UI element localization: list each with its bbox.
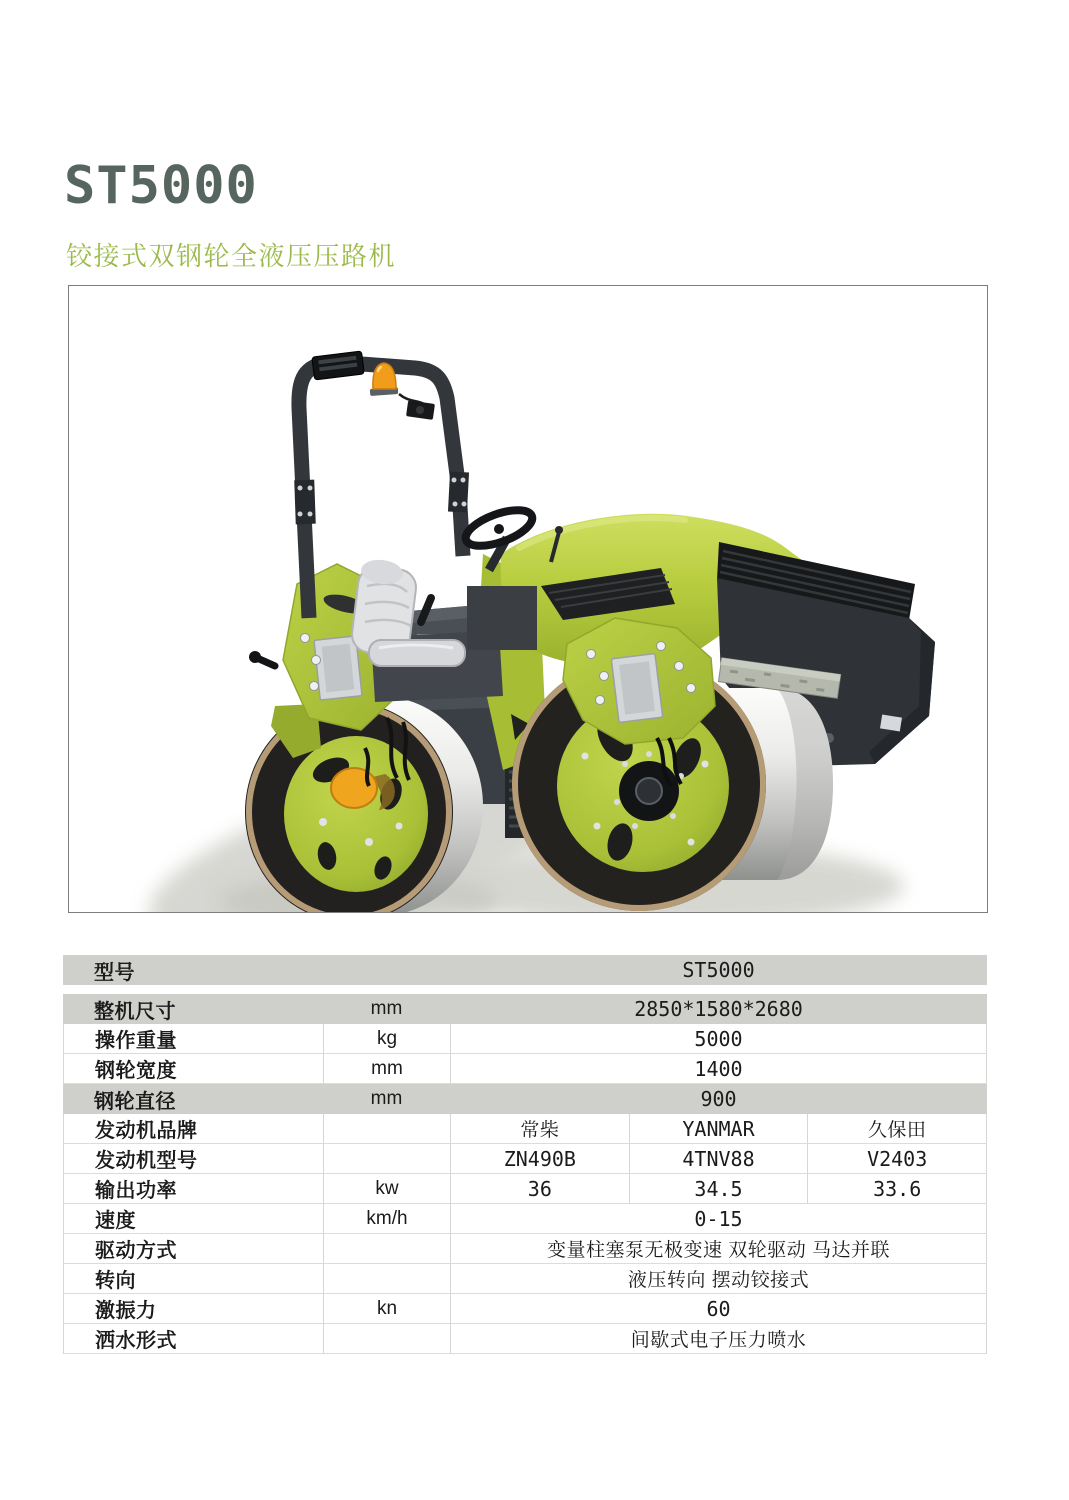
spec-unit-cell: mm: [370, 1088, 403, 1109]
spec-value-cell: 液压转向 摆动铰接式: [627, 1270, 810, 1291]
spec-values: [451, 1114, 986, 1143]
spec-unit-cell: [324, 1324, 451, 1353]
spec-value-cell: V2403: [807, 1144, 986, 1173]
page-title: ST5000: [64, 156, 258, 216]
spec-values: [451, 1294, 986, 1323]
spec-value-cell: 常柴: [520, 1120, 560, 1141]
spec-row: [63, 1174, 987, 1204]
spec-value-cell: 变量柱塞泵无极变速 双轮驱动 马达并联: [546, 1240, 891, 1261]
spec-row: [63, 1234, 987, 1264]
spec-values: [451, 1054, 986, 1083]
table-gap: [63, 985, 987, 994]
spec-label-cell: 速度: [64, 1204, 324, 1233]
spec-label-cell: 输出功率: [64, 1174, 324, 1203]
spec-row: [63, 1024, 987, 1054]
spec-unit-cell: [324, 1234, 451, 1263]
spec-values: [451, 1144, 986, 1173]
spec-row: [63, 1294, 987, 1324]
spec-value-cell: 33.6: [807, 1174, 986, 1203]
spec-unit-cell: kg: [324, 1024, 451, 1053]
spec-label-cell: 发动机品牌: [64, 1114, 324, 1143]
spec-unit-cell: [323, 955, 450, 985]
spec-values: [450, 994, 987, 1024]
spec-value-cell: 60: [706, 1296, 731, 1321]
spec-label-cell: 操作重量: [64, 1024, 324, 1053]
spec-value-cell: YANMAR: [629, 1114, 808, 1143]
spec-label-cell: 激振力: [64, 1294, 324, 1323]
spec-unit-cell: [324, 1264, 451, 1293]
spec-label-cell: 驱动方式: [64, 1234, 324, 1263]
spec-row: [63, 955, 987, 985]
spec-table: [63, 955, 987, 1354]
spec-row: [63, 1084, 987, 1114]
work-light-icon: [312, 351, 364, 380]
spec-value-cell: ZN490B: [503, 1146, 576, 1171]
spec-row: [63, 1324, 987, 1354]
spec-row: [63, 1264, 987, 1294]
spec-unit-cell: [324, 1144, 451, 1173]
spec-values: [451, 1174, 986, 1203]
spec-value-cell: 1400: [694, 1056, 743, 1081]
roller-product-photo: [69, 286, 987, 912]
spec-unit-cell: km/h: [324, 1204, 451, 1233]
spec-row: [63, 994, 987, 1024]
spec-value-cell: 900: [700, 1087, 737, 1111]
spec-label-cell: 发动机型号: [64, 1144, 324, 1173]
spec-unit-cell: [324, 1114, 451, 1143]
spec-values: [451, 1264, 986, 1293]
rear-light-icon: [406, 400, 435, 420]
spec-value-cell: 5000: [694, 1026, 743, 1051]
spec-row: [63, 1204, 987, 1234]
spec-label-cell: 整机尺寸: [94, 1000, 176, 1023]
spec-unit-cell: mm: [370, 998, 403, 1019]
spec-value-cell: 4TNV88: [629, 1144, 808, 1173]
spec-label-cell: 钢轮直径: [94, 1090, 176, 1113]
spec-values: [451, 1324, 986, 1353]
spec-row: [63, 1054, 987, 1084]
spec-values: [451, 1234, 986, 1263]
spec-values: [451, 1204, 986, 1233]
spec-value-cell: 2850*1580*2680: [634, 997, 803, 1021]
spec-value-cell: 36: [527, 1176, 552, 1201]
spec-value-cell: 0-15: [694, 1206, 743, 1231]
spec-label-cell: 转向: [64, 1264, 324, 1293]
spec-unit-cell: kn: [324, 1294, 451, 1323]
spec-values: [451, 1024, 986, 1053]
spec-row: [63, 1144, 987, 1174]
spec-unit-cell: kw: [324, 1174, 451, 1203]
spec-values: [450, 1084, 987, 1114]
product-image-panel: [68, 285, 988, 913]
spec-value-cell: ST5000: [682, 958, 755, 982]
spec-value-cell: 久保田: [807, 1114, 986, 1143]
spec-values: [450, 955, 987, 985]
spec-label-cell: 钢轮宽度: [64, 1054, 324, 1083]
spec-row: [63, 1114, 987, 1144]
spec-label-cell: 型号: [94, 961, 135, 984]
spec-label-cell: 洒水形式: [64, 1324, 324, 1353]
spec-value-cell: 34.5: [629, 1174, 808, 1203]
spec-value-cell: 间歇式电子压力喷水: [630, 1330, 807, 1351]
spec-unit-cell: mm: [324, 1054, 451, 1083]
page-subtitle: 铰接式双钢轮全液压压路机: [66, 241, 397, 271]
